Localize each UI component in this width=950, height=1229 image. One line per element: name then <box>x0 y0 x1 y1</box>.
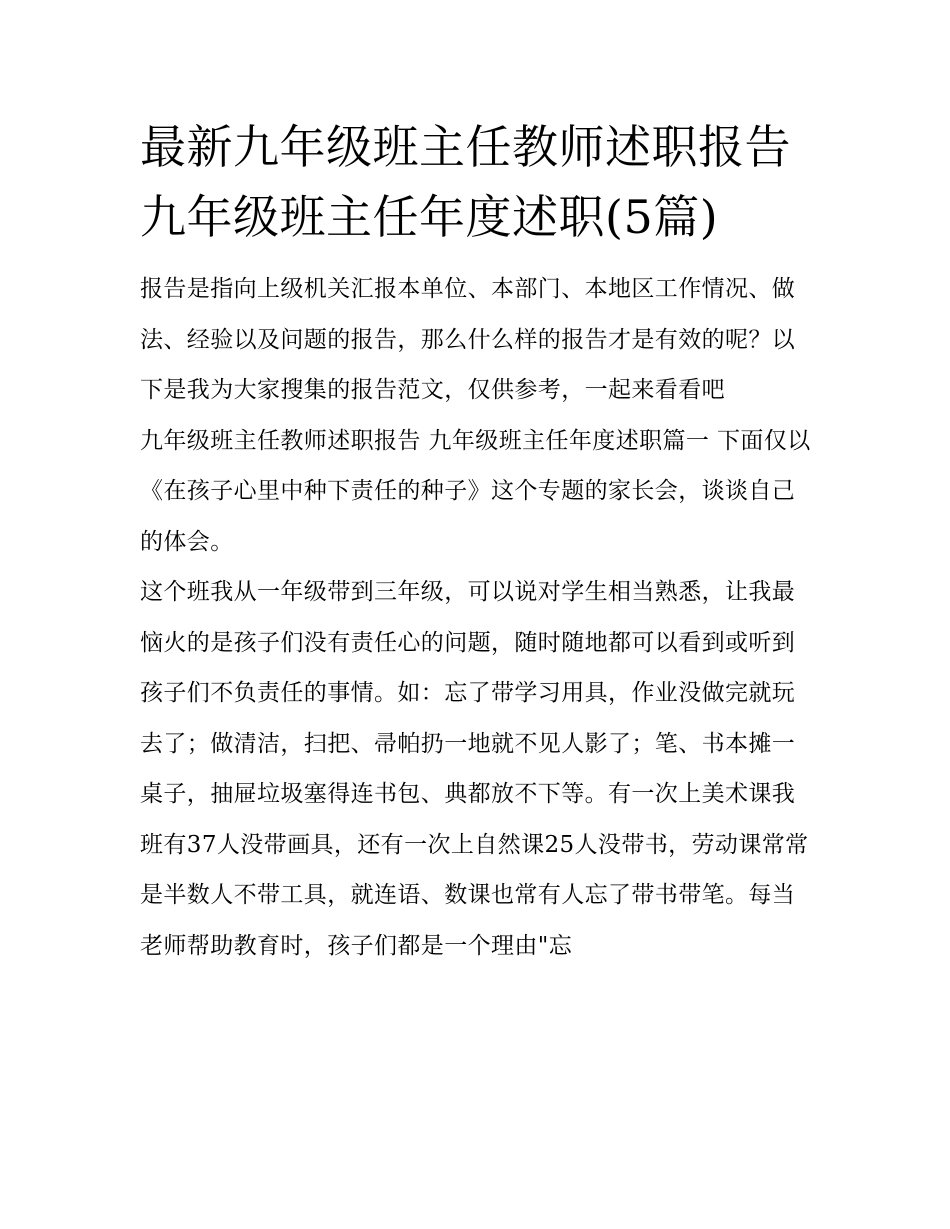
title-block <box>140 112 812 252</box>
paragraph-section-one: 九年级班主任教师述职报告 九年级班主任年度述职篇一 下面仅以《在孩子心里中种下责任的种子》这个专题的家长会，谈谈自己的体会。 <box>140 427 811 555</box>
document-content <box>140 112 812 971</box>
paragraph-intro: 报告是指向上级机关汇报本单位、本部门、本地区工作情况、做法、经验以及问题的报告，那么什么样的报告才是有效的呢？以下是我为大家搜集的报告范文，仅供参考，一起来看看吧 <box>140 276 796 403</box>
paragraph-responsibility: 这个班我从一年级带到三年级，可以说对学生相当熟悉，让我最恼火的是孩子们没有责任心的问题，随时随地都可以看到或听到孩子们不负责任的事情。如：忘了带学习用具，作业没做完就玩去了；做清洁，扫把、帚帕扔一地就不见人影了；笔、书本摊一桌子，抽屉垃圾塞得连书包、典都放不下等。有一次上美术课我班有37人没带画具，还有一次上自然课25人没带书，劳动课常常是半数人不带工具，就连语、数课也常有人忘了带书带笔。每当老师帮助教育时，孩子们都是一个理由"忘 <box>140 579 809 959</box>
document-title: 最新九年级班主任教师述职报告 九年级班主任年度述职(5篇) <box>140 120 791 244</box>
